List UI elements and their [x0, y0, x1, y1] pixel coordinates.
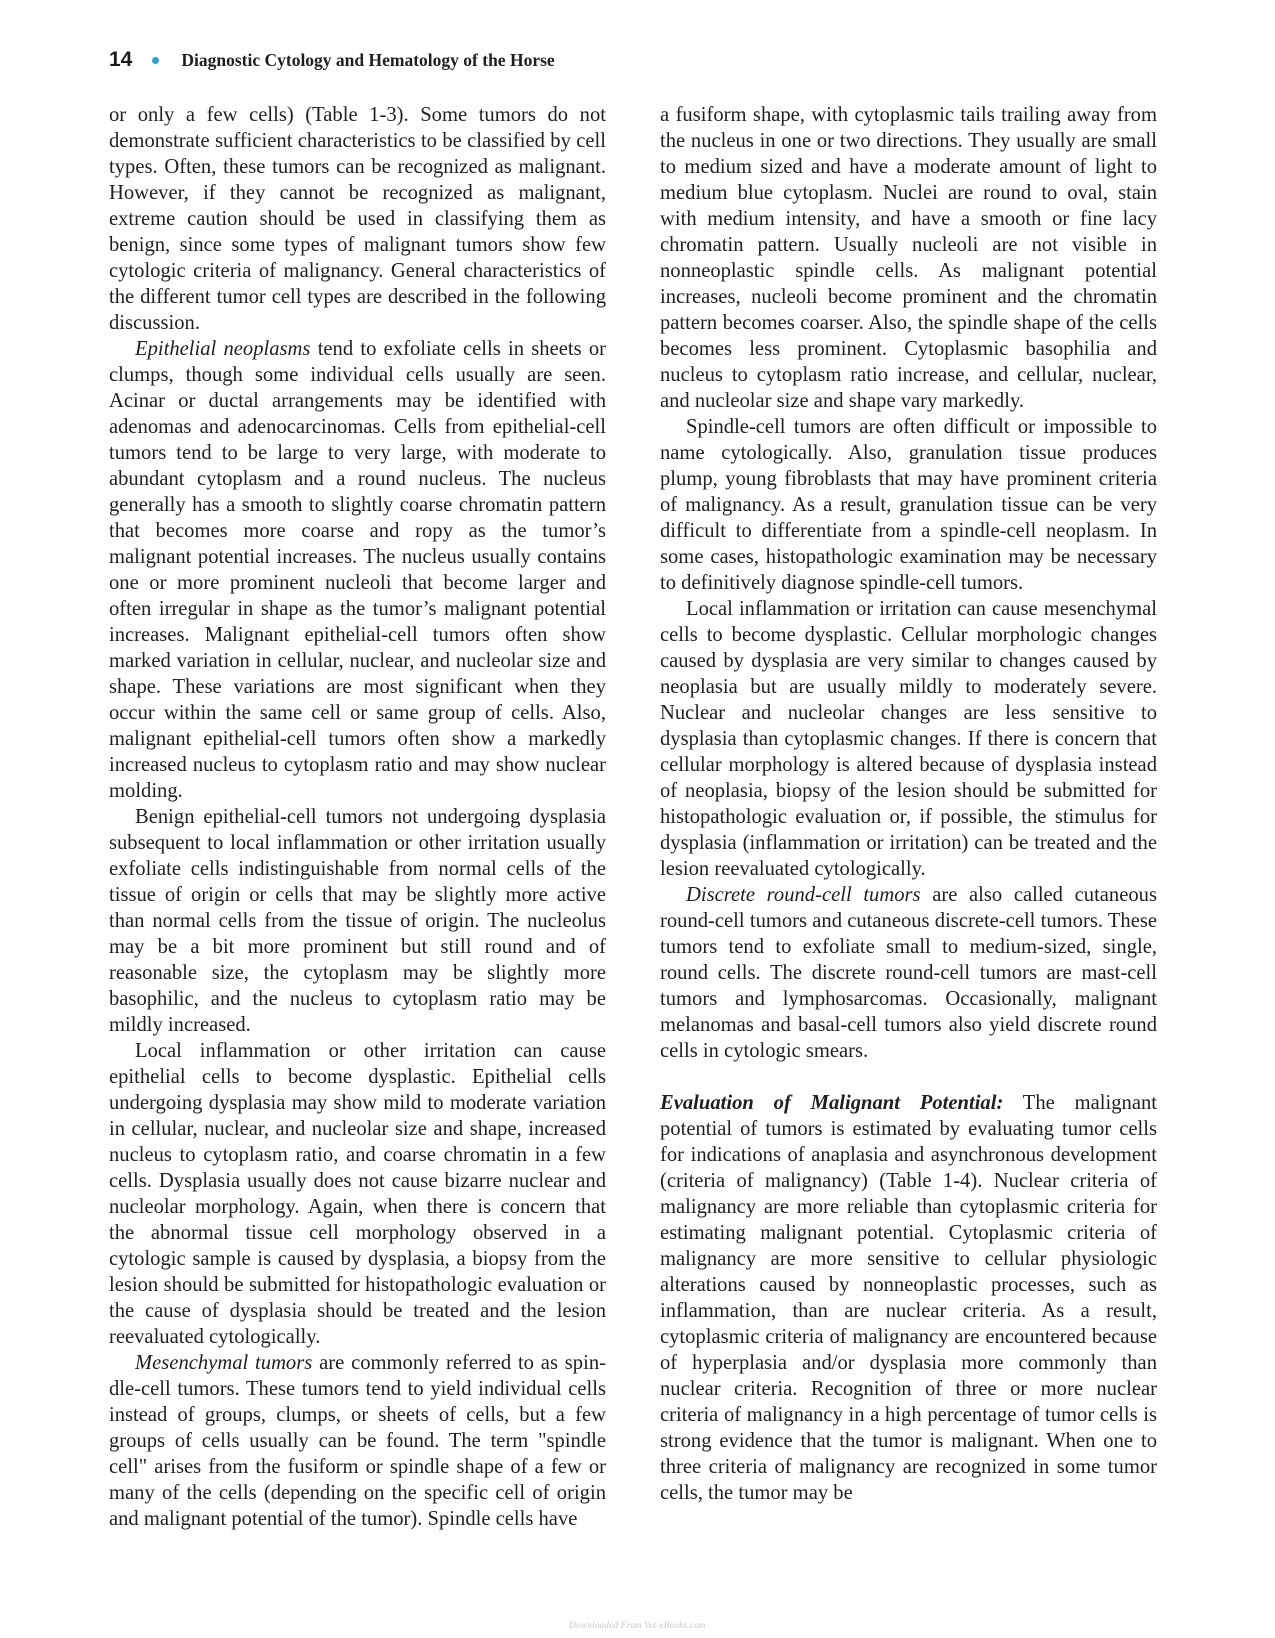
paragraph-body: tend to exfoliate cells in sheets or clumps, though some individual cells usually are seen. Acinar or ductal arrangements may be identified with adenomas and adenocarcinomas. Cells from epithelial-cell tumors tend to be large to very large, with moderate to abundant cytoplasm and a round nucleus. The nucleus generally has a smooth to slightly coarse chromatin pattern that becomes more coarse and ropy as the tumor’s malignant potential increases. The nucleus usually contains one or more prominent nucleoli that become larger and often irregular in shape as the tumor’s malignant potential increases. Malignant epithelial-cell tumors often show marked variation in cellular, nuclear, and nucleolar size and shape. These variations are most significant when they occur within the same cell or same group of cells. Also, malignant epithelial-cell tumors often show a markedly increased nucleus to cytoplasm ratio and may show nuclear molding. — [109, 338, 606, 802]
paragraph: Local inflammation or other irritation can cause epithelial cells to become dysplastic. Epithelial cells undergoing dysplasia may show mild to moderate variation in cellular, nuclear, and nucleolar size and shape, increased nucleus to cytoplasm ratio, and coarse chromatin in a few cells. Dysplasia usually does not cause bizarre nuclear and nucleolar morphology. Again, when there is concern that the abnormal tissue cell morphology observed in a cytologic sample is caused by dysplasia, a biopsy from the lesion should be submitted for histopathologic evaluation or the cause of dysplasia should be treated and the lesion reevaluated cytologically. — [109, 1040, 606, 1348]
paragraph-epithelial-neoplasms — [109, 336, 606, 804]
run-in-term: Epithelial neoplasms — [135, 338, 311, 360]
running-title: Diagnostic Cytology and Hematology of the Horse — [181, 49, 555, 70]
paragraph-mesenchymal-tumors — [109, 1350, 606, 1532]
download-watermark: Downloaded From Vet-eBooks.com — [569, 1620, 706, 1630]
right-column — [660, 102, 1157, 1506]
page-number: 14 — [109, 48, 133, 71]
bullet-icon — [152, 57, 159, 64]
section-heading: Evaluation of Malignant Potential: — [660, 1092, 1004, 1114]
paragraph: a fusiform shape, with cytoplasmic tails trailing away from the nucleus in one or two directions. They usually are small to medium sized and have a moderate amount of light to medium blue cytoplasm. Nuclei are round to oval, stain with medium intensity, and have a smooth or fine lacy chromatin pattern. Usually nucleoli are not visible in nonneoplastic spindle cells. As malignant potential increases, nucleoli become prominent and the chromatin pattern becomes coarser. Also, the spindle shape of the cells becomes less prominent. Cytoplasmic basophilia and nucleus to cytoplasm ratio increase, and cellular, nuclear, and nucleolar size and shape vary markedly. — [660, 104, 1157, 412]
paragraph: Spindle-cell tumors are often difficult or impossible to name cytologically. Also, granulation tissue produces plump, young fibroblasts that may have prominent criteria of malignancy. As a result, granulation tissue can be very difficult to differentiate from a spindle-cell neoplasm. In some cases, histopathologic examination may be necessary to definitively diagnose spindle-cell tumors. — [660, 416, 1157, 594]
paragraph-body: are also called cutaneous round-cell tumors and cutaneous discrete-cell tumors. These tumors tend to exfoliate small to medium-sized, single, round cells. The discrete round-cell tumors are mast-cell tumors and lymphosarcomas. Occasionally, malignant melanomas and basal-cell tumors also yield discrete round cells in cytologic smears. — [660, 884, 1157, 1062]
paragraph-evaluation-of-malignant-potential — [660, 1090, 1157, 1506]
paragraph: Local inflammation or irritation can cause mesenchymal cells to become dysplastic. Cellular morphologic changes caused by dysplasia are very similar to changes caused by neoplasia but are usually mildly to moderately severe. Nuclear and nucleolar changes are less sensitive to dysplasia than cytoplasmic changes. If there is concern that cellular morphology is altered because of dysplasia instead of neoplasia, biopsy of the lesion should be submitted for histopathologic evaluation or, if possible, the stimulus for dysplasia (inflammation or irritation) can be treated and the lesion reevaluated cytologically. — [660, 598, 1157, 880]
running-header — [109, 48, 555, 72]
run-in-term: Mesenchymal tumors — [135, 1352, 313, 1374]
paragraph: Benign epithelial-cell tumors not undergoing dysplasia subsequent to local inflammation or other irritation usually exfoliate cells indistinguishable from normal cells of the tissue of origin or cells that may be slightly more active than normal cells from the tissue of origin. The nucleolus may be a bit more prominent but still round and of reasonable size, the cytoplasm may be slightly more basophilic, and the nucleus to cytoplasm ratio may be mildly increased. — [109, 806, 606, 1036]
paragraph-body: The malignant potential of tumors is estimated by evaluating tumor cells for indications of anaplasia and asynchronous development (criteria of malignancy) (Table 1-4). Nuclear criteria of malignancy are more reliable than cytoplasmic criteria for estimating malignant potential. Cytoplasmic criteria of malignancy are more sensitive to cellular physiologic alterations caused by nonneoplastic processes, such as inflammation, than are nuclear criteria. As a result, cytoplasmic criteria of malignancy are encountered because of hyperplasia and/or dysplasia more commonly than nuclear criteria. Recognition of three or more nuclear criteria of malignancy in a high percentage of tumor cells is strong evidence that the tumor is malignant. When one to three criteria of malignancy are recognized in some tumor cells, the tumor may be — [660, 1092, 1157, 1504]
paragraph-body: are commonly referred to as spindle-cell tumors. These tumors tend to yield individual cells instead of groups, clumps, or sheets of cells, but a few groups of cells usually can be found. The term "spindle cell" arises from the fusiform or spindle shape of a few or many of the cells (depending on the specific cell of origin and malignant potential of the tumor). Spindle cells have — [109, 1352, 606, 1530]
left-column — [109, 102, 606, 1532]
paragraph: or only a few cells) (Table 1-3). Some tumors do not demonstrate sufficient characteristics to be classified by cell types. Often, these tumors can be recognized as malignant. However, if they cannot be recognized as malignant, extreme caution should be used in classifying them as benign, since some types of malignant tumors show few cytologic criteria of malignancy. General characteristics of the different tumor cell types are described in the following discussion. — [109, 104, 606, 334]
paragraph-discrete-round-cell-tumors — [660, 882, 1157, 1064]
run-in-term: Discrete round-cell tumors — [686, 884, 921, 906]
